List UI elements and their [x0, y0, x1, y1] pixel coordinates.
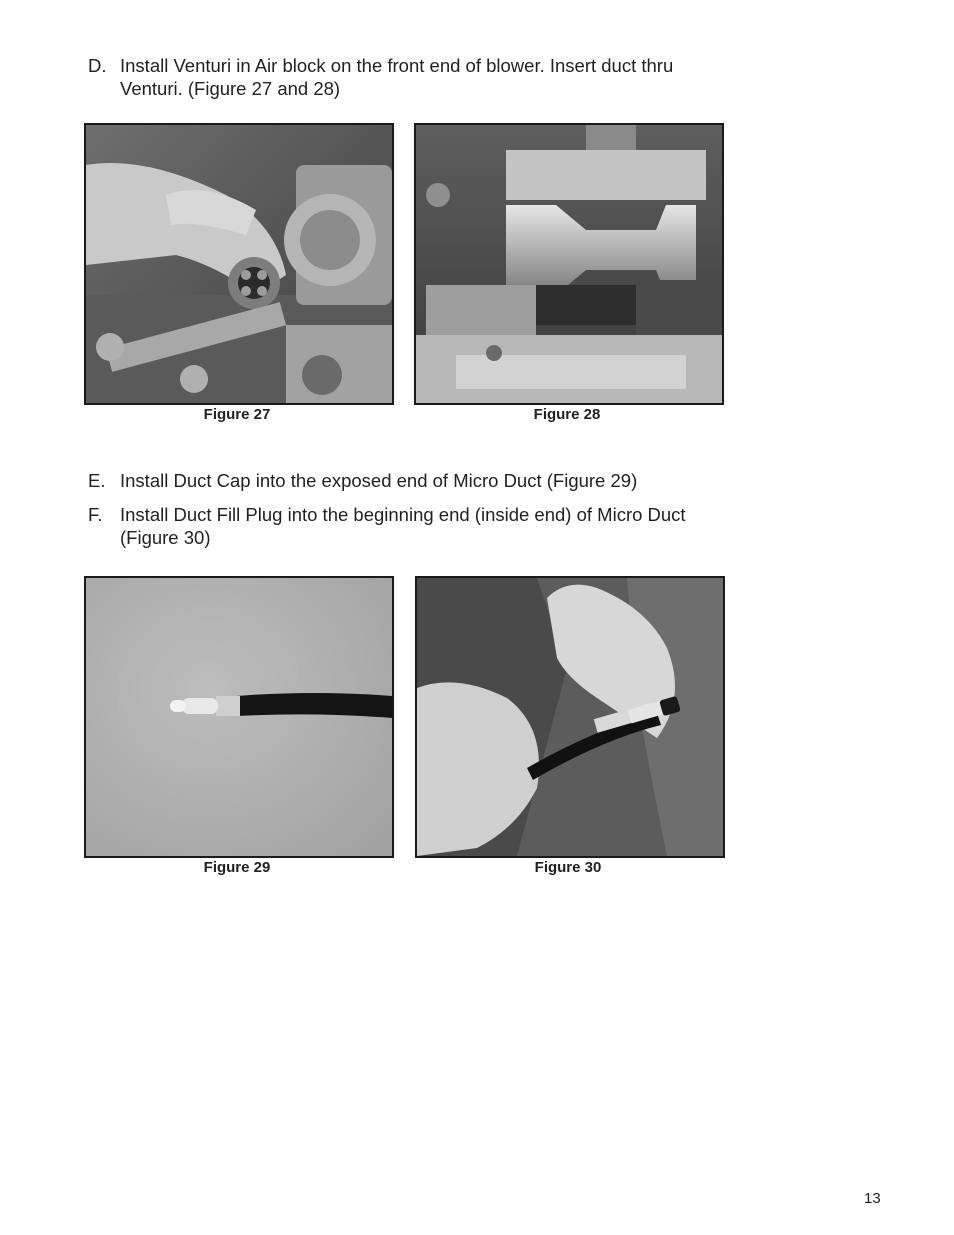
- step-text: Install Duct Cap into the exposed end of Micro Duct (Figure 29): [120, 470, 638, 491]
- figure-28-caption: Figure 28: [533, 406, 601, 423]
- step-letter: F.: [88, 504, 103, 525]
- figure-27-caption: Figure 27: [203, 406, 271, 423]
- figure-29-caption: Figure 29: [203, 859, 271, 876]
- step-e: [88, 469, 728, 492]
- figure-29-photo: [84, 576, 394, 858]
- page-number: 13: [864, 1190, 881, 1207]
- step-letter: D.: [88, 55, 107, 76]
- step-text: Install Venturi in Air block on the front end of blower. Insert duct thru Venturi. (Figure 27 and 28): [120, 55, 674, 99]
- figure-28-photo: [414, 123, 724, 405]
- figure-27-photo: [84, 123, 394, 405]
- step-f: [88, 503, 728, 549]
- step-text: Install Duct Fill Plug into the beginning end (inside end) of Micro Duct (Figure 30): [120, 504, 686, 548]
- figure-30-photo: [415, 576, 725, 858]
- step-letter: E.: [88, 470, 106, 491]
- figure-30-caption: Figure 30: [534, 859, 602, 876]
- step-d: [88, 54, 728, 100]
